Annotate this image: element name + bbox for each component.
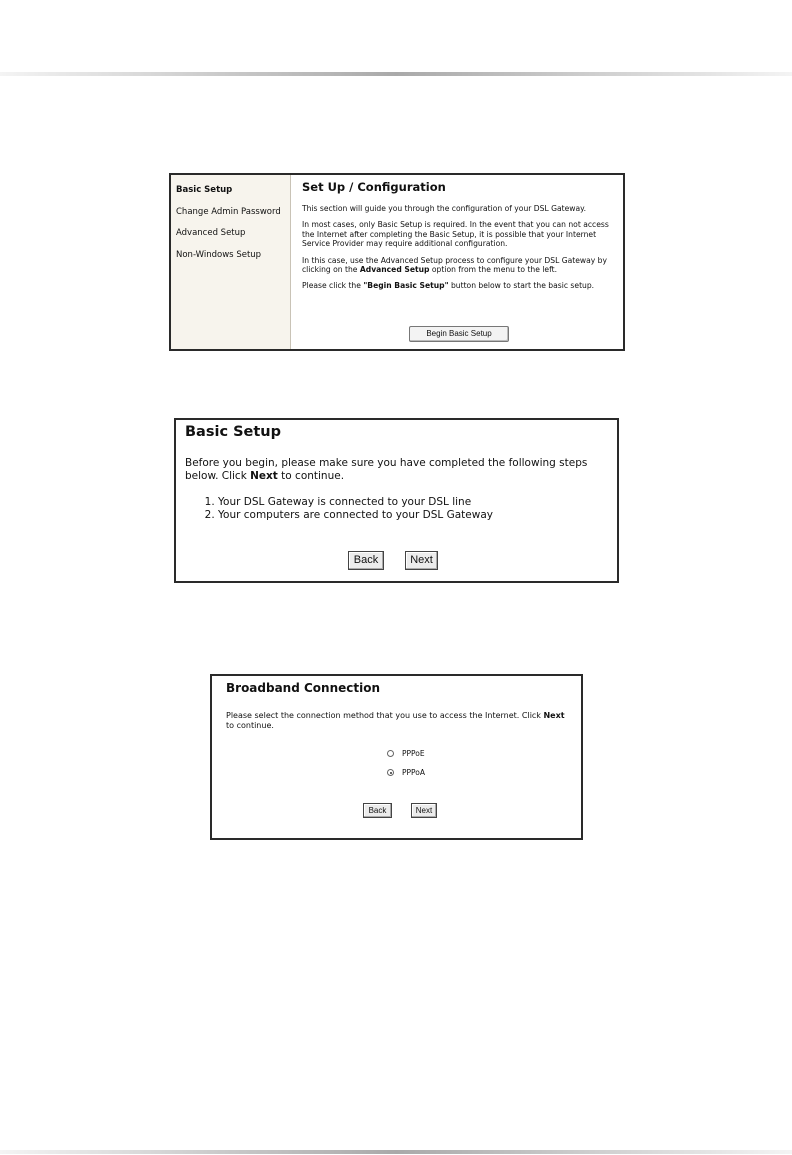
setup-configuration-panel — [169, 173, 625, 351]
pppoa-label: PPPoA — [402, 768, 426, 777]
back-button[interactable]: Back — [348, 551, 384, 570]
pppoe-option[interactable] — [387, 749, 425, 758]
sidebar-item-advanced-setup[interactable]: Advanced Setup — [176, 228, 246, 238]
setup-paragraph-4: Please click the "Begin Basic Setup" button below to start the basic setup. — [302, 281, 595, 291]
next-button[interactable]: Next — [411, 803, 437, 818]
broadband-title: Broadband Connection — [226, 681, 381, 695]
pppoe-label: PPPoE — [402, 749, 425, 758]
begin-basic-setup-button[interactable]: Begin Basic Setup — [409, 326, 509, 342]
pppoa-option[interactable] — [387, 768, 425, 777]
next-button[interactable]: Next — [405, 551, 438, 570]
sidebar-item-basic-setup[interactable]: Basic Setup — [176, 185, 233, 195]
list-item: 1. Your DSL Gateway is connected to your DSL line — [218, 496, 493, 509]
list-item: 2. Your computers are connected to your DSL Gateway — [218, 509, 493, 522]
page-title: Set Up / Configuration — [302, 180, 446, 194]
sidebar-item-change-admin-password[interactable]: Change Admin Password — [176, 206, 281, 217]
top-divider — [0, 72, 792, 76]
broadband-intro: Please select the connection method that you use to access the Internet. Click Next to continue. — [226, 711, 565, 730]
back-button[interactable]: Back — [363, 803, 392, 818]
bottom-divider — [0, 1150, 792, 1154]
sidebar-item-non-windows-setup[interactable]: Non-Windows Setup — [176, 249, 262, 260]
prerequisite-steps-list — [198, 496, 493, 522]
broadband-connection-panel — [210, 674, 583, 840]
sidebar-menu — [171, 175, 291, 349]
setup-paragraph-1: This section will guide you through the configuration of your DSL Gateway. — [302, 204, 586, 213]
basic-setup-intro: Before you begin, please make sure you have completed the following steps below. Click Next to continue. — [185, 457, 588, 482]
pppoe-radio[interactable] — [387, 750, 394, 757]
basic-setup-panel — [174, 418, 619, 583]
pppoa-radio[interactable] — [387, 769, 394, 776]
setup-paragraph-2: In most cases, only Basic Setup is required. In the event that you can not access the Internet after completing the Basic Setup, it is possible that your Internet Service Provider may require additional configuration. — [302, 220, 609, 249]
basic-setup-title: Basic Setup — [185, 424, 281, 440]
setup-main-content — [302, 180, 618, 298]
setup-paragraph-3: In this case, use the Advanced Setup process to configure your DSL Gateway by clicking on the Advanced Setup option from the menu to the left. — [302, 255, 607, 275]
